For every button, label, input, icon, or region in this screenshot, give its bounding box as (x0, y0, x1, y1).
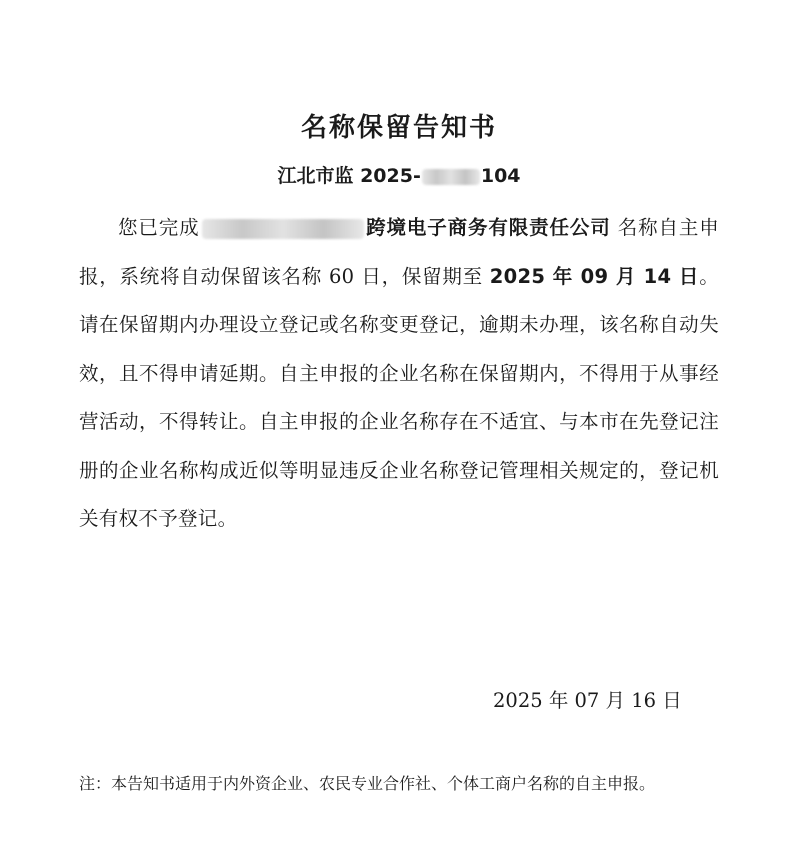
notice-body (79, 204, 719, 544)
document-number-prefix: 江北市监 2025- (277, 165, 421, 187)
document-number-suffix: 104 (480, 165, 521, 187)
redacted-company-prefix (202, 219, 364, 239)
reservation-deadline: 2025 年 09 月 14 日 (489, 264, 700, 288)
paragraph-text-2: 。请在保留期内办理设立登记或名称变更登记，逾期未办理，该名称自动失效，且不得申请延期。自主申报的企业名称在保留期内，不得用于从事经营活动，不得转让。自主申报的企业名称存在不适宜、与本市在先登记注册的企业名称构成近似等明显违反企业名称登记管理相关规定的，登记机关有权不予登记。 (79, 264, 719, 530)
document-title: 名称保留告知书 (300, 113, 497, 143)
footnote: 注：本告知书适用于内外资企业、农民专业合作社、个体工商户名称的自主申报。 (79, 774, 656, 793)
notice-paragraph (79, 204, 719, 544)
document-number (0, 162, 798, 190)
issue-date: 2025 年 07 月 16 日 (493, 689, 682, 712)
redacted-number (422, 169, 480, 185)
paragraph-text-1: 名称自主申报，系统将自动保留该名称 60 日，保留期至 (79, 216, 720, 288)
company-name: 跨境电子商务有限责任公司 (365, 216, 611, 239)
paragraph-intro: 您已完成 (118, 216, 200, 239)
